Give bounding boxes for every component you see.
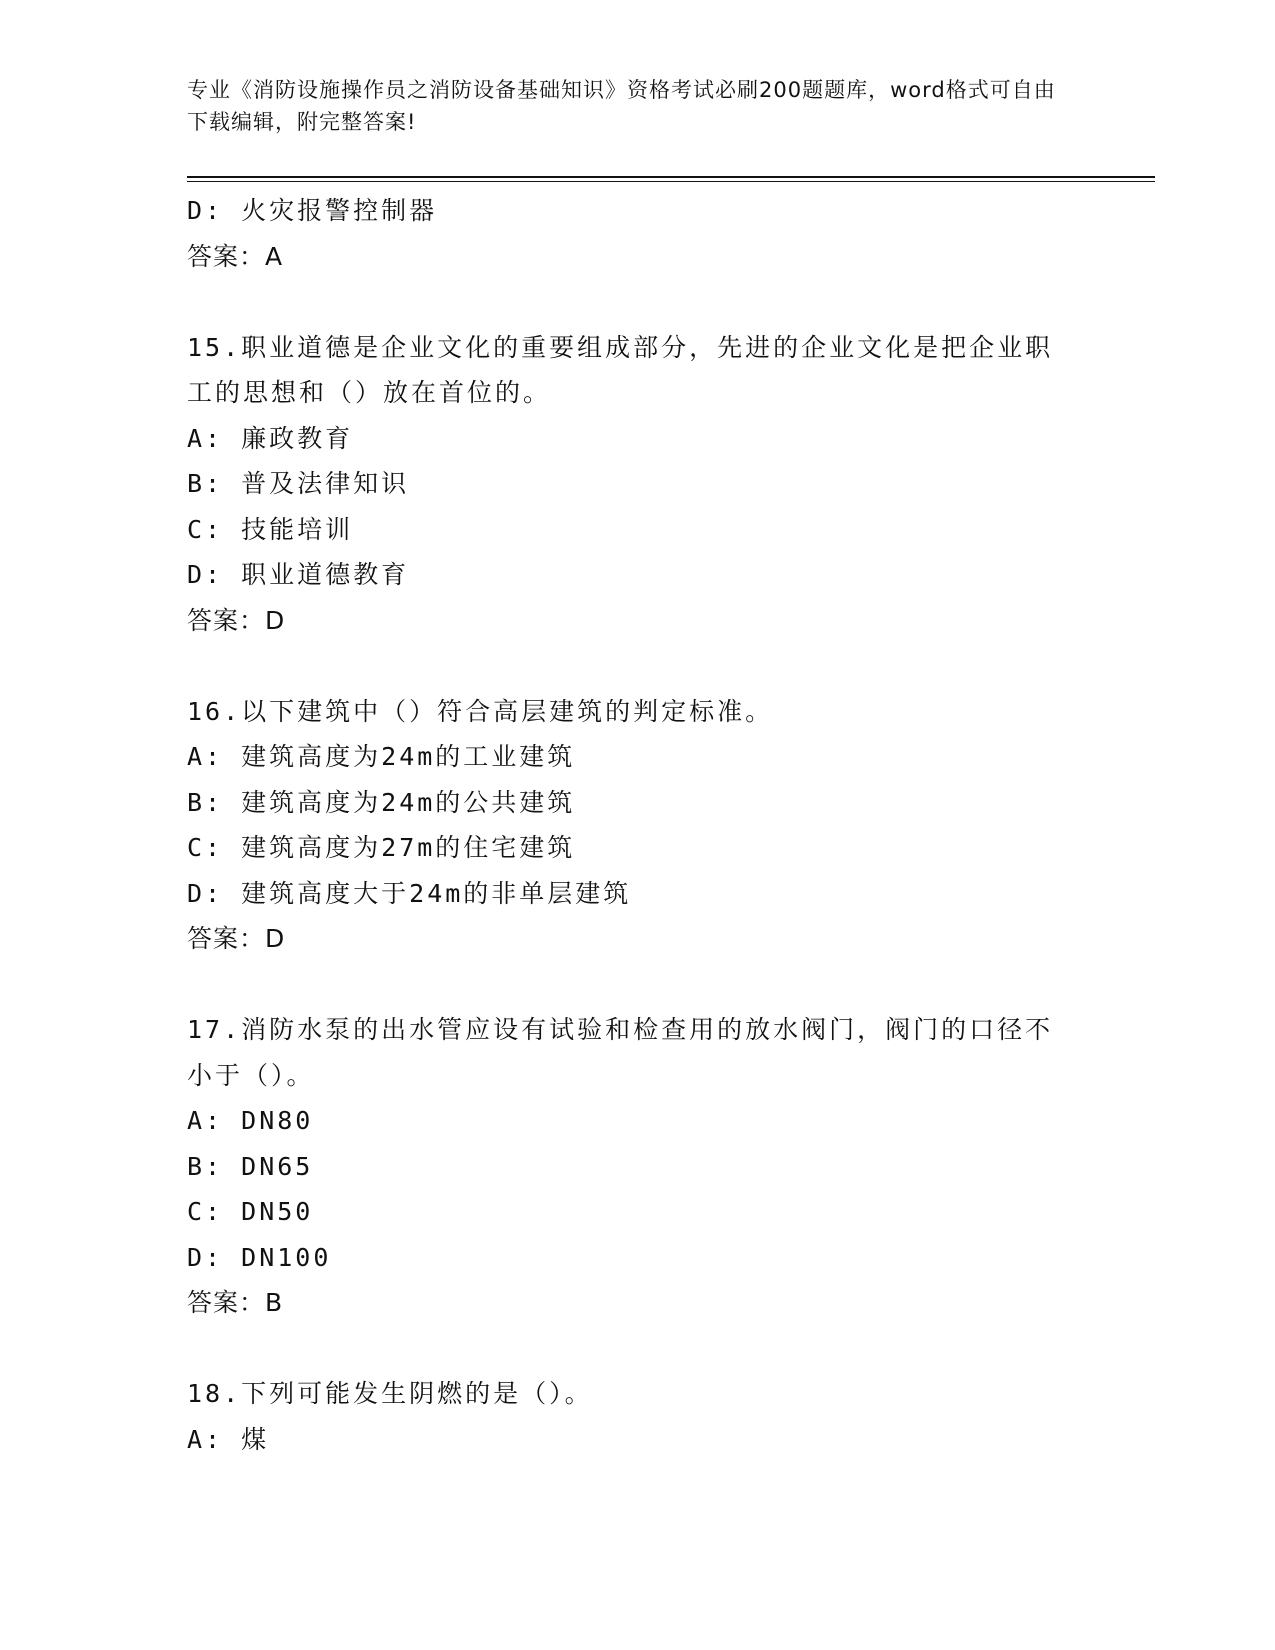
option-b: B: DN65 xyxy=(187,1151,314,1181)
question-text: 18.下列可能发生阴燃的是（）。 xyxy=(187,1379,593,1408)
option-b: B: 建筑高度为24m的公共建筑 xyxy=(187,787,576,817)
option-a: A: DN80 xyxy=(187,1106,314,1135)
header-divider-thin xyxy=(187,181,1155,182)
question-text: 17.消防水泵的出水管应设有试验和检查用的放水阀门，阀门的口径不小于（）。 xyxy=(187,1015,1054,1090)
header-divider-thick xyxy=(187,176,1155,178)
option-a: A: 建筑高度为24m的工业建筑 xyxy=(187,742,576,771)
answer-line: 答案：D xyxy=(187,924,286,953)
option-c: C: 技能培训 xyxy=(187,514,354,544)
question-content xyxy=(187,188,1067,1462)
option-d: D: 职业道德教育 xyxy=(187,560,410,589)
option-a: A: 廉政教育 xyxy=(187,423,354,453)
option-a: A: 煤 xyxy=(187,1424,270,1454)
option-d: D: DN100 xyxy=(187,1242,332,1272)
option-c: C: DN50 xyxy=(187,1197,314,1226)
answer-line: 答案：A xyxy=(187,241,284,271)
option-d: D: 建筑高度大于24m的非单层建筑 xyxy=(187,878,632,908)
option-b: B: 普及法律知识 xyxy=(187,469,410,498)
option-c: C: 建筑高度为27m的住宅建筑 xyxy=(187,833,576,862)
question-text: 15.职业道德是企业文化的重要组成部分，先进的企业文化是把企业职工的思想和（）放在首位的。 xyxy=(187,332,1054,407)
question-text: 16.以下建筑中（）符合高层建筑的判定标准。 xyxy=(187,696,774,726)
answer-line: 答案：D xyxy=(187,605,286,635)
option-d: D: 火灾报警控制器 xyxy=(187,196,438,225)
document-header: 专业《消防设施操作员之消防设备基础知识》资格考试必刷200题题库，word格式可自由下载编辑，附完整答案! xyxy=(187,78,1056,134)
answer-line: 答案：B xyxy=(187,1288,284,1317)
